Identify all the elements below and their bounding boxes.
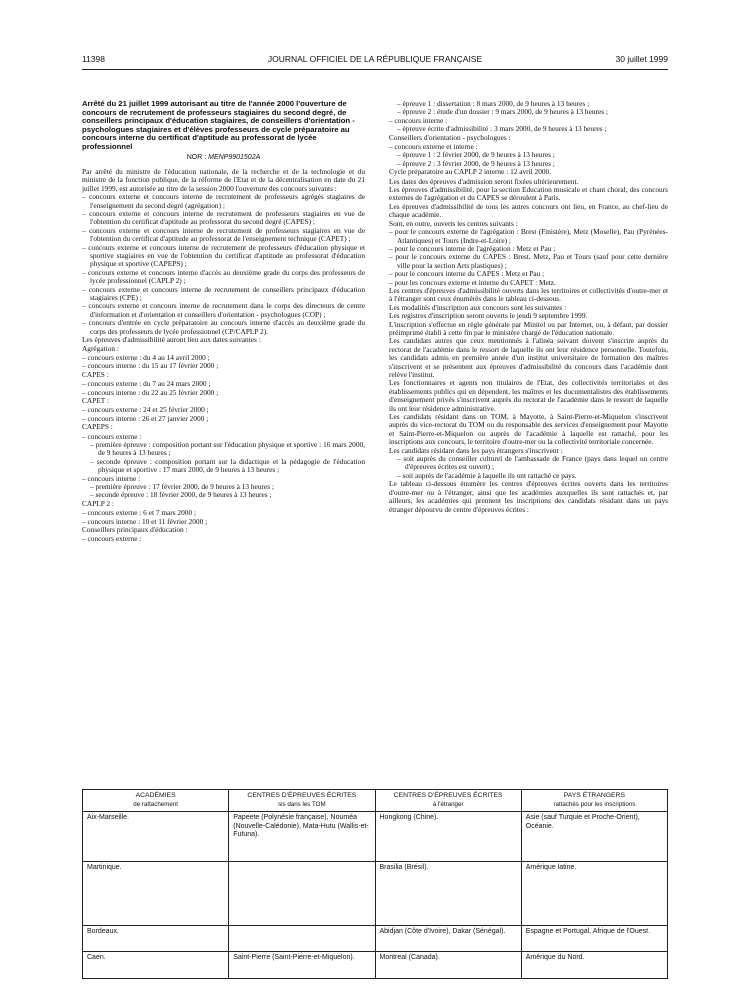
text-paragraph: Sont, en outre, ouverts les centres suivants : <box>389 218 518 228</box>
text-paragraph: – concours externe : du 4 au 14 avril 2000 ; <box>82 352 210 362</box>
text-paragraph: – concours externe et concours interne de recrutement de conseillers principaux d'éducation stagiaires (CPE) ; <box>82 284 365 303</box>
table-cell: Saint-Pierre (Saint-Pierre-et-Miquelon). <box>229 952 375 979</box>
text-paragraph: – concours externe et concours interne de recrutement de professeurs stagiaires en vue de l'obtention du certificat d'aptitude au professorat du second degré (CAPES) ; <box>82 209 365 227</box>
text-paragraph: Cycle préparatoire au CAPLP 2 interne : 12 avril 2000. <box>389 167 552 177</box>
nor-code: MENP9901502A <box>208 153 261 161</box>
article-title: Arrêté du 21 juillet 1999 autorisant au titre de l'année 2000 l'ouverture de concours de recrutement de professeurs stagiaires du second degré, de conseillers principaux d'éducation stagiaires, de conseillers d'orientation - psychologues stagiaires et d'élèves professeurs de cycle préparatoire au concours interne du certificat d'aptitude au professorat de lycée professionnel <box>82 99 355 151</box>
text-paragraph: Les épreuves d'admissibilité, pour la section Education musicale et chant choral, des concours externes de l'agrégation et du CAPES se déroulent à Paris. <box>389 185 668 203</box>
nor-label: NOR : <box>186 153 209 161</box>
text-paragraph: – soit auprès de l'académie à laquelle ils ont rattaché ce pays. <box>397 470 577 480</box>
text-paragraph: – épreuve 1 : 2 février 2000, de 9 heures à 13 heures ; <box>397 150 555 160</box>
table-cell: Brasilia (Brésil). <box>375 861 521 925</box>
table-cell: Espagne et Portugal, Afrique de l'Ouest. <box>521 925 667 952</box>
table-body <box>83 812 668 979</box>
table-row <box>83 925 668 952</box>
table-cell: Caen. <box>83 952 229 979</box>
table-cell: Bordeaux. <box>83 925 229 952</box>
text-paragraph: – pour le concours externe du CAPES : Brest, Metz, Pau et Tours (sauf pour cette dernière ville pour la section Arts plastiques) ; <box>389 252 668 270</box>
text-paragraph: – concours externe et concours interne de recrutement de professeurs d'éducation physique et sportive stagiaires en vue de l'obtention du certificat d'aptitude au professorat d'éducation physique et sportive (CAPEPS) ; <box>82 242 365 269</box>
text-paragraph: – pour le concours externe de l'agrégation : Brest (Finistère), Metz (Moselle), Pau (Pyrénées-Atlantiques) et Tours (Indre-et-Loire) ; <box>389 227 668 245</box>
text-paragraph: – pour le concours interne de l'agrégation : Metz et Pau ; <box>389 243 556 253</box>
text-paragraph: L'inscription s'effectue en règle générale par Minitel ou par Internet, ou, à défaut, par dossier préimprimé établi à cette fin par le ministère chargé de l'éducation nationale. <box>389 319 668 337</box>
text-paragraph: – épreuve 2 : 3 février 2000, de 9 heures à 13 heures ; <box>397 158 555 168</box>
text-paragraph: – première épreuve : 17 février 2000, de 9 heures à 13 heures ; <box>90 482 274 491</box>
text-paragraph: – concours interne : 26 et 27 janvier 2000 ; <box>82 413 209 423</box>
text-paragraph: – concours externe : <box>82 534 142 544</box>
text-paragraph: – concours externe : <box>82 431 142 441</box>
page-header <box>82 54 668 68</box>
text-paragraph: – seconde épreuve : composition portant sur la didactique et la pédagogie de l'éducation physique et sportive : 17 mars 2000, de 9 heures à 13 heures ; <box>90 456 365 475</box>
text-paragraph: – épreuve 1 : dissertation : 8 mars 2000, de 9 heures à 13 heures ; <box>397 99 590 108</box>
text-paragraph: CAPET : <box>82 395 110 405</box>
left-column-body <box>82 168 365 544</box>
table-cell: Asie (sauf Turquie et Proche-Orient), Océanie. <box>521 812 667 862</box>
table-cell: Amérique latine. <box>521 861 667 925</box>
header-divider <box>82 69 668 70</box>
table-header-cell: ACADÉMIES de rattachement <box>83 790 229 812</box>
table-cell: Papeete (Polynésie française), Nouméa (Nouvelle-Calédonie), Mata-Hutu (Wallis-et-Futuna). <box>229 812 375 862</box>
text-paragraph: – pour les concours externe et interne du CAPET : Metz. <box>389 277 556 287</box>
text-paragraph: Conseillers principaux d'éducation : <box>82 525 188 535</box>
text-paragraph: CAPEPS : <box>82 422 113 432</box>
text-paragraph: CAPLP 2 : <box>82 498 114 508</box>
text-paragraph: Les modalités d'inscription aux concours sont les suivantes : <box>389 302 567 312</box>
text-paragraph: – concours externe : 6 et 7 mars 2000 ; <box>82 508 197 518</box>
text-paragraph: – concours interne : du 15 au 17 février 2000 ; <box>82 361 219 371</box>
table-header-cell: PAYS ÉTRANGERS rattachés pour les inscriptions <box>521 790 667 812</box>
text-paragraph: Les dates des épreuves d'admission seront fixées ultérieurement. <box>389 176 579 186</box>
text-paragraph: – concours externe : 24 et 25 février 2000 ; <box>82 405 209 415</box>
table-row <box>83 952 668 979</box>
table-cell <box>229 861 375 925</box>
text-paragraph: – concours externe et concours interne d'accès au deuxième grade du corps des professeurs de lycée professionnel (CAPLP 2) ; <box>82 267 365 286</box>
text-paragraph: Les candidats résidant dans les pays étrangers s'inscrivent : <box>389 445 563 455</box>
centres-table <box>82 789 668 979</box>
text-paragraph: – concours d'entrée en cycle préparatoire au concours interne d'accès au deuxième grade du corps des professeurs de lycée professionnel (CP/CAPLP 2). <box>82 318 365 336</box>
text-paragraph: Agrégation : <box>82 343 119 353</box>
table-header-cell: CENTRES D'ÉPREUVES ÉCRITES à l'étranger <box>375 790 521 812</box>
text-paragraph: Les fonctionnaires et agents non titulaires de l'Etat, des collectivités territoriales et des établissements publics qui en dépendent, les maîtres et les documentalistes des établissements d'enseignement privés s'inscrivent auprès du rectorat de l'académie dans le ressort de laquelle ils ont leur résidence administrative. <box>389 378 668 413</box>
text-paragraph: – première épreuve : composition portant sur l'éducation physique et sportive : 16 mars 2000, de 9 heures à 13 heures ; <box>90 439 365 458</box>
issue-date: 30 juillet 1999 <box>615 54 668 64</box>
table-header-cell: CENTRES D'ÉPREUVES ÉCRITES sis dans les TOM <box>229 790 375 812</box>
text-paragraph: – épreuve écrite d'admissibilité : 3 mars 2000, de 9 heures à 13 heures ; <box>397 124 607 134</box>
text-paragraph: – épreuve 2 : étude d'un dossier : 9 mars 2000, de 9 heures à 13 heures ; <box>397 107 608 117</box>
text-paragraph: – concours interne : du 22 au 25 février 2000 ; <box>82 387 219 397</box>
text-paragraph: Les registres d'inscription seront ouverts le jeudi 9 septembre 1999. <box>389 311 588 321</box>
text-paragraph: – concours externe et concours interne de recrutement dans le corps des directeurs de centre d'information et d'orientation et conseillers d'orientation - psychologues (COP) ; <box>82 301 365 319</box>
table-cell: Aix-Marseille. <box>83 812 229 862</box>
text-paragraph: – soit auprès du conseiller culturel de l'ambassade de France (pays dans lequel un centre d'épreuves écrites est ouvert) ; <box>397 454 668 472</box>
text-paragraph: Les centres d'épreuves d'admissibilité ouverts dans les territoires et collectivités d'outre-mer et à l'étranger sont ceux énumérés dans le tableau ci-dessous. <box>389 285 668 304</box>
text-paragraph: – concours interne : <box>82 473 141 483</box>
text-paragraph: – seconde épreuve : 18 février 2000, de 9 heures à 13 heures ; <box>90 490 272 500</box>
page-number: 11398 <box>82 54 106 64</box>
text-paragraph: – concours externe et concours interne de recrutement de professeurs agrégés stagiaires de l'enseignement du second degré (agrégation) ; <box>82 192 365 210</box>
text-paragraph: Par arrêté du ministre de l'éducation nationale, de la recherche et de la technologie et du ministre de la fonction publique, de la réforme de l'Etat et de la décentralisation en date du 21 juillet 1999, est autorisée au titre de la session 2000 l'ouverture des concours suivants : <box>82 166 365 193</box>
right-column-body <box>389 100 668 514</box>
table-row <box>83 861 668 925</box>
table-cell: Martinique. <box>83 861 229 925</box>
text-paragraph: Conseillers d'orientation - psychologues : <box>389 132 511 142</box>
table-header-row <box>83 790 668 812</box>
text-paragraph: – pour le concours interne du CAPES : Metz et Pau ; <box>389 269 545 279</box>
text-paragraph: – concours externe et interne : <box>389 142 478 152</box>
table-cell <box>229 925 375 952</box>
text-paragraph: – concours externe : du 7 au 24 mars 2000 ; <box>82 379 211 389</box>
text-paragraph: Les candidats autres que ceux mentionnés à l'alinéa suivant doivent s'inscrire auprès du rectorat de l'académie dans le ressort de laquelle ils ont leur résidence personnelle. Toutefois, les candidats admis en première année d'un institut universitaire de formation des maîtres s'inscrivent et se présentent aux épreuves d'admissibilité du concours dans l'académie dont relève l'institut. <box>389 336 668 379</box>
text-paragraph: Le tableau ci-dessous énumère les centres d'épreuves écrites ouverts dans les territoires d'outre-mer ou à l'étranger, ainsi que les académies auxquelles ils sont rattachés et, par ailleurs, les académies qui prennent les inscriptions des candidats résidant dans un pays étranger dépourvu de centre d'épreuves écrites : <box>389 479 668 514</box>
table-row <box>83 812 668 862</box>
table-cell: Abidjan (Côte d'Ivoire), Dakar (Sénégal). <box>375 925 521 952</box>
table-cell: Amérique du Nord. <box>521 952 667 979</box>
nor-reference <box>82 154 365 162</box>
journal-title: JOURNAL OFFICIEL DE LA RÉPUBLIQUE FRANÇAISE <box>267 54 483 64</box>
table-cell: Hongkong (Chine). <box>375 812 521 862</box>
left-column <box>82 100 365 544</box>
table-cell: Montreal (Canada). <box>375 952 521 979</box>
text-paragraph: CAPES : <box>82 369 109 379</box>
right-column <box>389 100 668 514</box>
text-paragraph: Les épreuves d'admissibilité auront lieu aux dates suivantes : <box>82 335 261 345</box>
text-paragraph: – concours externe et concours interne de recrutement de professeurs stagiaires en vue de l'obtention du certificat d'aptitude au professorat de l'enseignement technique (CAPET) ; <box>82 225 365 244</box>
text-paragraph: Les épreuves d'admissibilité de tous les autres concours ont lieu, en France, au chef-lieu de chaque académie. <box>389 201 668 220</box>
text-paragraph: Les candidats résidant dans un TOM, à Mayotte, à Saint-Pierre-et-Miquelon s'inscrivent auprès du vice-rectorat du TOM ou du responsable des services d'enseignement pour Mayotte et Saint-Pierre-et-Miquelon ou auprès de l'académie à laquelle est rattaché, pour les inscriptions aux concours, le territoire d'outre-mer ou la collectivité territoriale concernée. <box>389 412 668 447</box>
text-paragraph: – concours interne : 10 et 11 février 2000 ; <box>82 516 208 526</box>
text-paragraph: – concours interne : <box>389 115 448 125</box>
